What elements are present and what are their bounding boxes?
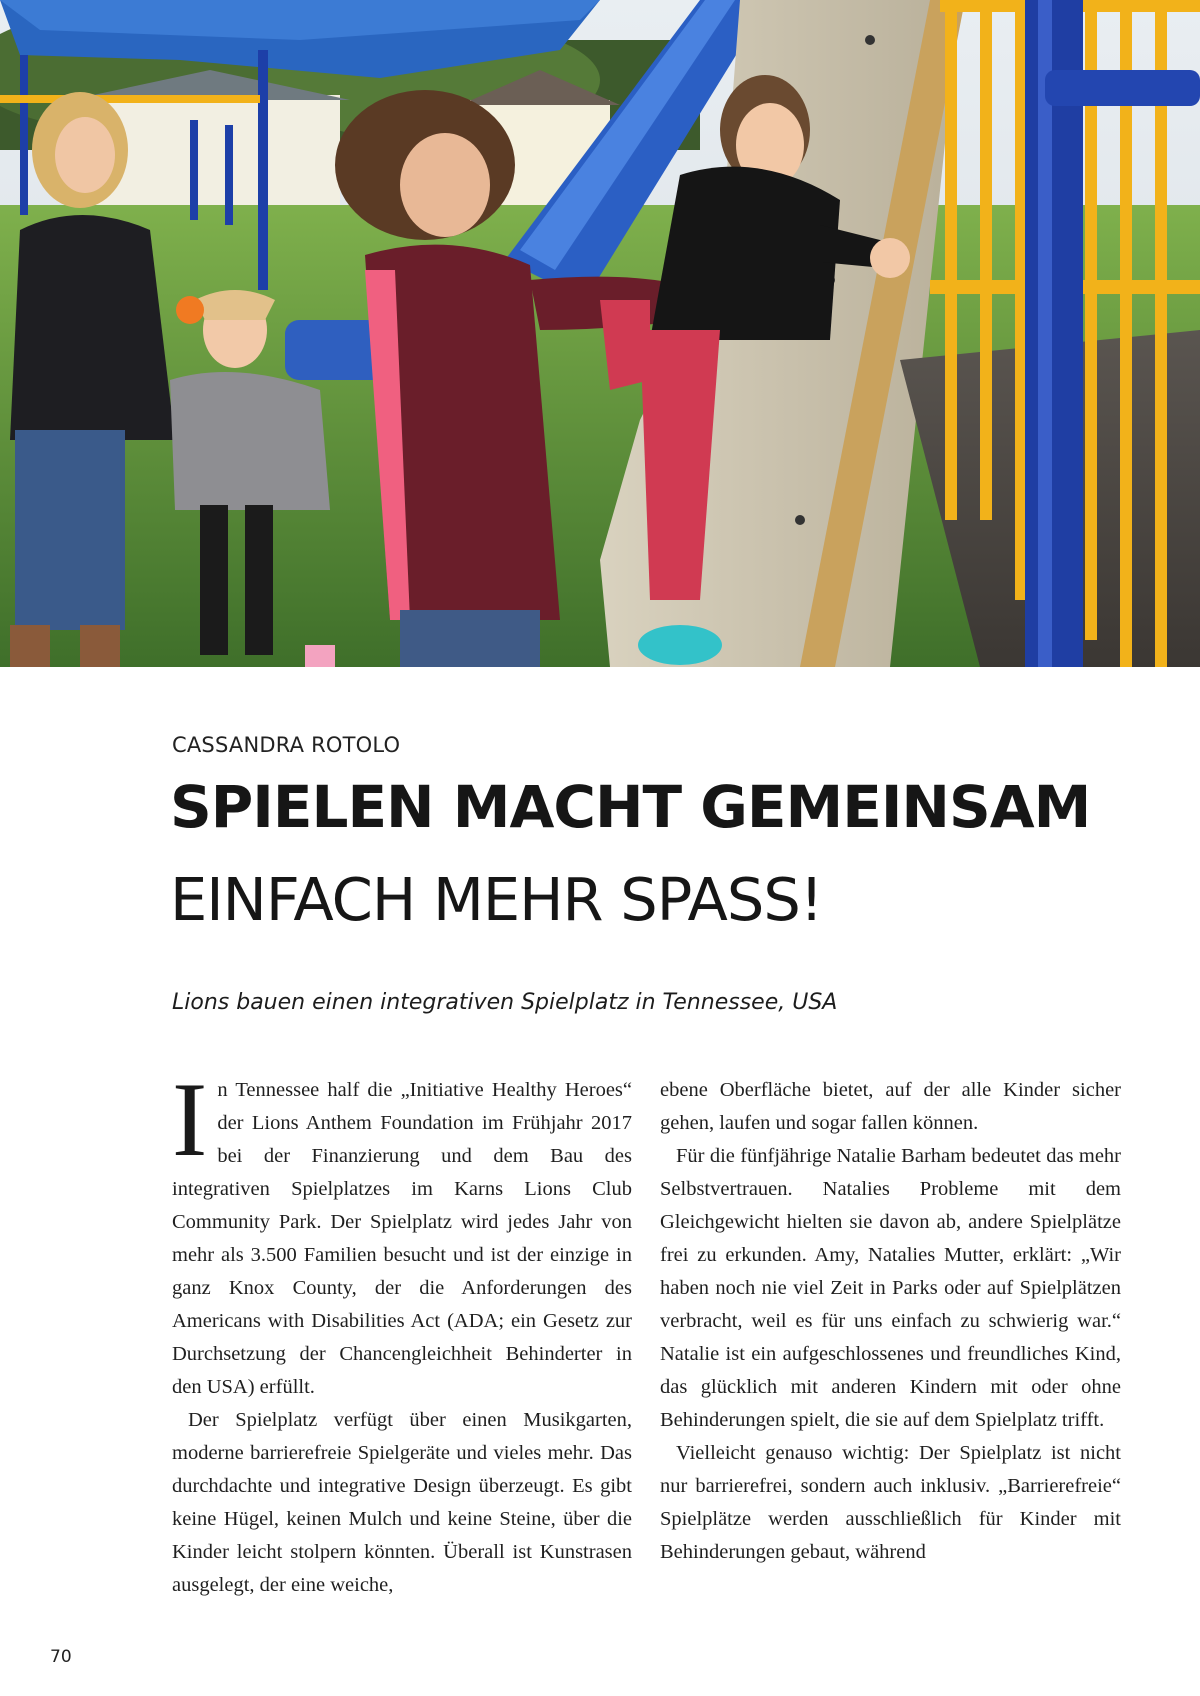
body-column-right — [660, 1074, 1121, 1569]
headline-line-1: SPIELEN MACHT GEMEINSAM — [170, 773, 1091, 841]
hero-photo — [0, 0, 1200, 667]
body-column-left — [172, 1061, 632, 1602]
drop-cap: I — [172, 1061, 208, 1178]
paragraph-1 — [172, 1061, 632, 1404]
headline-line-2: EINFACH MEHR SPASS! — [170, 865, 823, 934]
playground-photo-illustration — [0, 0, 1200, 667]
paragraph-4: Für die fünfjährige Natalie Barham bedeutet das mehr Selbstvertrauen. Natalies Probleme mit dem Gleichgewicht hielten sie davon ab, andere Spielplätze frei zu erkunden. Amy, Natalies Mutter, erklärt: „Wir haben noch nie viel Zeit in Parks oder auf Spielplätzen verbracht, weil es für uns einfach zu schwierig war.“ Natalie ist ein aufgeschlossenes und freundliches Kind, das glücklich mit anderen Kindern mit oder ohne Behinderungen spielt, die sie auf dem Spielplatz trifft. — [660, 1145, 1121, 1431]
paragraph-1-text: n Tennessee half die „Initiative Healthy Heroes“ der Lions Anthem Foundation im Frühjahr 2017 bei der Finanzierung und dem Bau des integrativen Spielplatzes im Karns Lions Club Community Park. Der Spielplatz wird jedes Jahr von mehr als 3.500 Familien besucht und ist der einzige in ganz Knox County, der die Anforderungen des Americans with Disabilities Act (ADA; ein Gesetz zur Durchsetzung der Chancengleichheit Behinderter in den USA) erfüllt. — [172, 1079, 632, 1398]
paragraph-2: Der Spielplatz verfügt über einen Musikgarten, moderne barrierefreie Spielgeräte und vieles mehr. Das durchdachte und integrative Design überzeugt. Es gibt keine Hügel, keinen Mulch und keine Steine, über die Kinder leicht stolpern könnten. Überall ist Kunstrasen ausgelegt, der eine weiche, — [172, 1409, 632, 1596]
article-subtitle: Lions bauen einen integrativen Spielplatz in Tennessee, USA — [172, 990, 838, 1015]
page-number: 70 — [50, 1647, 72, 1667]
paragraph-3: ebene Oberfläche bietet, auf der alle Kinder sicher gehen, laufen und sogar fallen können. — [660, 1079, 1121, 1134]
author-name: CASSANDRA ROTOLO — [172, 733, 401, 757]
paragraph-5: Vielleicht genauso wichtig: Der Spielplatz ist nicht nur barrierefrei, sondern auch inklusiv. „Barrierefreie“ Spielplätze werden ausschließlich für Kinder mit Behinderungen gebaut, während — [660, 1442, 1121, 1563]
